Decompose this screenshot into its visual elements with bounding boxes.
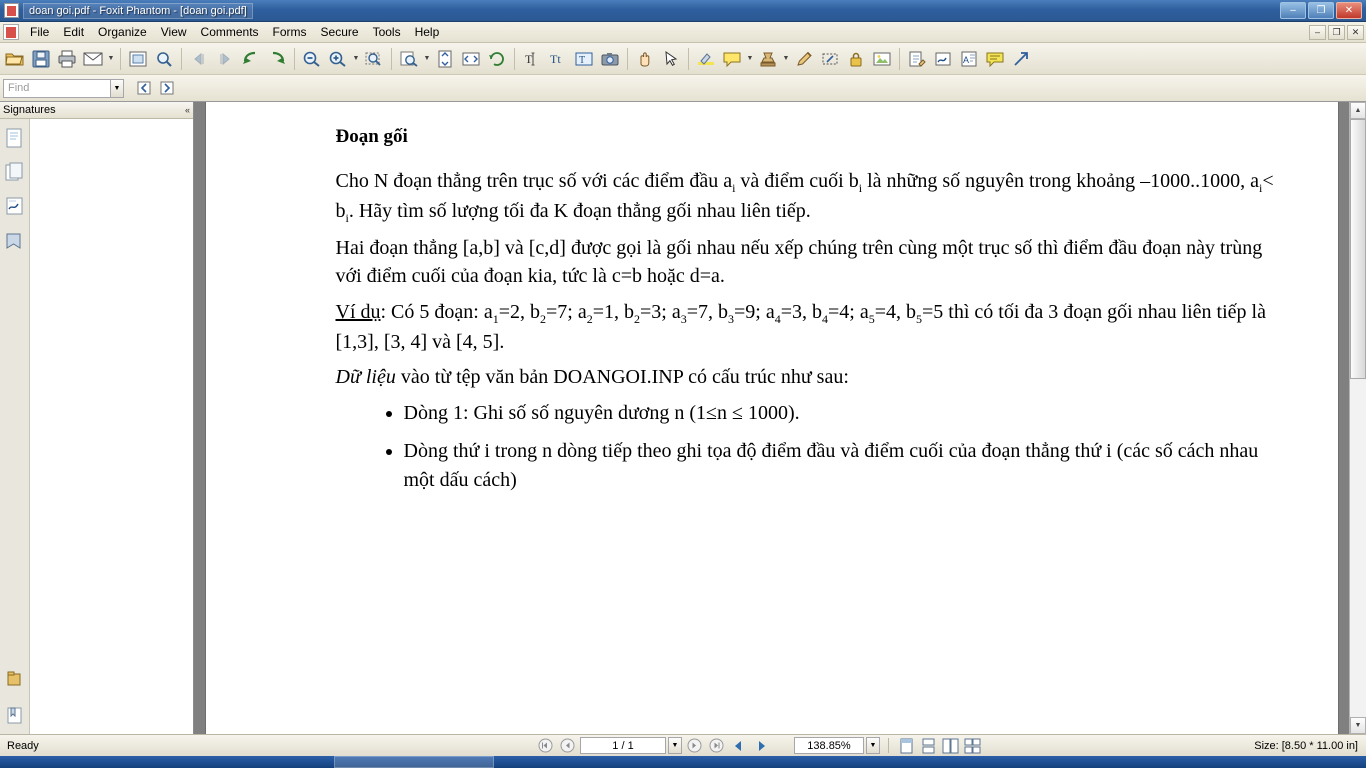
signatures-panel-icon[interactable] bbox=[3, 193, 27, 219]
document-heading: Đoạn gối bbox=[335, 126, 408, 147]
email-dropdown-icon[interactable]: ▼ bbox=[107, 55, 115, 62]
stamp-icon[interactable] bbox=[755, 46, 781, 72]
search-input[interactable]: Find bbox=[3, 79, 111, 98]
bookmarks-panel-icon[interactable] bbox=[3, 227, 27, 253]
text-box-icon[interactable] bbox=[571, 46, 597, 72]
link-icon[interactable] bbox=[817, 46, 843, 72]
page-size-label: Size: [8.50 * 11.00 in] bbox=[1254, 739, 1358, 752]
select-text-icon[interactable] bbox=[519, 46, 545, 72]
stamp-button-group[interactable] bbox=[755, 46, 791, 72]
document-paragraph-4: Dữ liệu vào từ tệp văn bản DOANGOI.INP có cấu trúc như sau: bbox=[335, 366, 849, 389]
toolbar-separator bbox=[120, 48, 121, 70]
first-page-icon[interactable] bbox=[536, 737, 555, 755]
page-number-dropdown-icon[interactable]: ▼ bbox=[668, 737, 682, 754]
pencil-icon[interactable] bbox=[791, 46, 817, 72]
prev-page-status-icon[interactable] bbox=[558, 737, 577, 755]
close-button[interactable]: ✕ bbox=[1336, 2, 1362, 19]
svg-text:T: T bbox=[525, 51, 533, 66]
document-icon bbox=[3, 24, 19, 40]
previous-view-icon[interactable] bbox=[186, 46, 212, 72]
toolbar-separator bbox=[181, 48, 182, 70]
menu-secure[interactable]: Secure bbox=[320, 25, 359, 39]
menu-help[interactable]: Help bbox=[414, 25, 440, 39]
note-dropdown-icon[interactable]: ▼ bbox=[746, 55, 754, 62]
search-options-dropdown-icon[interactable]: ▼ bbox=[110, 79, 124, 98]
menu-edit[interactable]: Edit bbox=[63, 25, 85, 39]
collapse-sidebar-icon[interactable]: « bbox=[184, 105, 190, 115]
find-next-icon[interactable] bbox=[157, 78, 177, 98]
marquee-zoom-icon[interactable] bbox=[361, 46, 387, 72]
pages-panel-icon[interactable] bbox=[3, 125, 27, 151]
zoom-level-button-group[interactable] bbox=[396, 46, 432, 72]
signatures-panel-header bbox=[0, 102, 193, 119]
list-item: • Dòng 1: Ghi số số nguyên dương n (1≤n ≤ 1000). bbox=[404, 399, 1278, 428]
share-icon[interactable] bbox=[1008, 46, 1034, 72]
open-file-icon[interactable] bbox=[2, 46, 28, 72]
sidebar-panel-rail bbox=[0, 119, 30, 734]
doc-minimize-button[interactable]: – bbox=[1309, 25, 1326, 40]
menu-forms[interactable]: Forms bbox=[272, 25, 307, 39]
document-paragraph-1: Cho N đoạn thẳng trên trục số với các điểm đầu $a_i$ và điểm cuối $b_i$ là những số nguyên trong khoảng –1000..1000, $a_i< b_i$. Hãy tìm số lượng tối đa K đoạn thẳng gối nhau liên tiếp. bbox=[335, 169, 1274, 225]
scrollbar-track[interactable] bbox=[1350, 119, 1366, 717]
camera-snapshot-icon[interactable] bbox=[597, 46, 623, 72]
sidebar-rail-bottom bbox=[0, 666, 29, 728]
comment-icon[interactable] bbox=[982, 46, 1008, 72]
toolbar-separator bbox=[294, 48, 295, 70]
stamp-dropdown-icon[interactable]: ▼ bbox=[782, 55, 790, 62]
work-area bbox=[0, 102, 1366, 734]
email-icon[interactable] bbox=[80, 46, 106, 72]
note-icon[interactable] bbox=[719, 46, 745, 72]
find-previous-icon[interactable] bbox=[134, 78, 154, 98]
typewriter-icon[interactable] bbox=[545, 46, 571, 72]
menu-view[interactable]: View bbox=[160, 25, 187, 39]
continuous-view-icon[interactable] bbox=[919, 737, 938, 755]
select-object-icon[interactable] bbox=[658, 46, 684, 72]
find-toolbar bbox=[0, 75, 1366, 102]
zoom-level-field[interactable]: 138.85% bbox=[794, 737, 864, 754]
taskbar bbox=[0, 756, 1366, 768]
window-controls bbox=[1280, 2, 1364, 19]
fit-page-icon[interactable] bbox=[432, 46, 458, 72]
find-navigation bbox=[134, 78, 177, 98]
image-icon[interactable] bbox=[869, 46, 895, 72]
window-title: doan goi.pdf - Foxit Phantom - [doan goi.pdf] bbox=[23, 3, 253, 19]
facing-view-icon[interactable] bbox=[941, 737, 960, 755]
edit-form-icon[interactable] bbox=[904, 46, 930, 72]
minimize-button[interactable]: – bbox=[1280, 2, 1306, 19]
zoom-level-dropdown-icon[interactable]: ▼ bbox=[423, 55, 431, 62]
zoom-in-dropdown-icon[interactable]: ▼ bbox=[352, 55, 360, 62]
sign-icon[interactable] bbox=[930, 46, 956, 72]
signatures-panel-title: Signatures bbox=[3, 104, 56, 116]
pdf-document-icon bbox=[4, 3, 19, 18]
zoom-out-icon[interactable] bbox=[299, 46, 325, 72]
svg-text:Tt: Tt bbox=[550, 51, 561, 66]
continuous-facing-view-icon[interactable] bbox=[963, 737, 982, 755]
pdf-page bbox=[205, 102, 1339, 734]
email-button-group[interactable] bbox=[80, 46, 116, 72]
zoom-in-icon[interactable] bbox=[325, 46, 351, 72]
layers-panel-icon[interactable] bbox=[3, 159, 27, 185]
scroll-up-icon[interactable]: ▲ bbox=[1350, 102, 1366, 119]
sidebar-inner bbox=[0, 119, 193, 734]
zoom-to-level-icon[interactable] bbox=[396, 46, 422, 72]
status-separator bbox=[888, 738, 889, 753]
vertical-scrollbar[interactable] bbox=[1349, 102, 1366, 734]
next-page-icon[interactable] bbox=[264, 46, 290, 72]
scroll-down-icon[interactable]: ▼ bbox=[1350, 717, 1366, 734]
svg-text:T: T bbox=[579, 54, 586, 66]
previous-page-icon[interactable] bbox=[238, 46, 264, 72]
page-number-field[interactable]: 1 / 1 bbox=[580, 737, 666, 754]
snapshot-icon[interactable] bbox=[125, 46, 151, 72]
title-bar-left bbox=[2, 3, 1280, 19]
title-bar bbox=[0, 0, 1366, 22]
lock-icon[interactable] bbox=[843, 46, 869, 72]
fit-width-icon[interactable] bbox=[458, 46, 484, 72]
next-page-status-icon[interactable] bbox=[685, 737, 704, 755]
status-bar bbox=[0, 734, 1366, 756]
next-view-icon[interactable] bbox=[212, 46, 238, 72]
toolbar-separator bbox=[391, 48, 392, 70]
note-button-group[interactable] bbox=[719, 46, 755, 72]
attachments-panel-icon[interactable] bbox=[3, 666, 27, 692]
list-item: • Dòng thứ i trong n dòng tiếp theo ghi tọa độ điểm đầu và điểm cuối của đoạn thẳng thứ i (các số cách nhau một dấu cách) bbox=[404, 437, 1278, 495]
print-icon[interactable] bbox=[54, 46, 80, 72]
save-icon[interactable] bbox=[28, 46, 54, 72]
menu-tools[interactable]: Tools bbox=[372, 25, 401, 39]
maximize-button[interactable]: ❐ bbox=[1308, 2, 1334, 19]
page-forward-arrow-icon[interactable] bbox=[751, 737, 770, 755]
last-page-icon[interactable] bbox=[707, 737, 726, 755]
toolbar-separator bbox=[899, 48, 900, 70]
single-page-view-icon[interactable] bbox=[897, 737, 916, 755]
rotate-view-icon[interactable] bbox=[484, 46, 510, 72]
doc-close-button[interactable]: ✕ bbox=[1347, 25, 1364, 40]
highlight-icon[interactable] bbox=[693, 46, 719, 72]
menu-bar bbox=[0, 22, 1366, 43]
page-navigation-group bbox=[536, 737, 982, 755]
menu-organize[interactable]: Organize bbox=[98, 25, 147, 39]
document-paragraph-3: Ví dụ: Có 5 đoạn: $a_1=2$, $b_2=7$; $a_2=1$, $b_2=3$; $a_3=7$, $b_3=9$; $a_4=3$, $b_4=4$; $a_5=4$, $b_5=5$ thì có tối đa 3 đoạn gối nhau liên tiếp là [1,3], [3, 4] và [4, 5]. bbox=[335, 300, 1266, 353]
ocr-icon[interactable] bbox=[956, 46, 982, 72]
zoom-in-button-group[interactable] bbox=[325, 46, 361, 72]
scrollbar-thumb[interactable] bbox=[1350, 119, 1366, 379]
find-icon[interactable] bbox=[151, 46, 177, 72]
svg-text:A: A bbox=[963, 54, 970, 65]
destinations-panel-icon[interactable] bbox=[3, 702, 27, 728]
hand-tool-icon[interactable] bbox=[632, 46, 658, 72]
page-back-arrow-icon[interactable] bbox=[729, 737, 748, 755]
navigation-sidebar bbox=[0, 102, 194, 734]
document-paragraph-2: Hai đoạn thẳng [a,b] và [c,d] được gọi là gối nhau nếu xếp chúng trên cùng một trục số thì điểm đầu đoạn này trùng với điểm cuối của đoạn kia, tức là c=b hoặc d=a. bbox=[335, 237, 1263, 288]
taskbar-item[interactable] bbox=[334, 756, 494, 768]
menu-comments[interactable]: Comments bbox=[200, 25, 259, 39]
toolbar-separator bbox=[627, 48, 628, 70]
zoom-level-dropdown-icon[interactable]: ▼ bbox=[866, 737, 880, 754]
main-toolbar bbox=[0, 43, 1366, 75]
toolbar-separator bbox=[514, 48, 515, 70]
signatures-panel-body[interactable] bbox=[30, 119, 193, 734]
document-bullet-list bbox=[336, 399, 1278, 495]
document-viewport[interactable] bbox=[194, 102, 1349, 734]
menu-file[interactable]: File bbox=[30, 25, 50, 39]
document-window-controls bbox=[1309, 25, 1364, 40]
toolbar-separator bbox=[688, 48, 689, 70]
doc-restore-button[interactable]: ❐ bbox=[1328, 25, 1345, 40]
status-message: Ready bbox=[7, 739, 39, 752]
